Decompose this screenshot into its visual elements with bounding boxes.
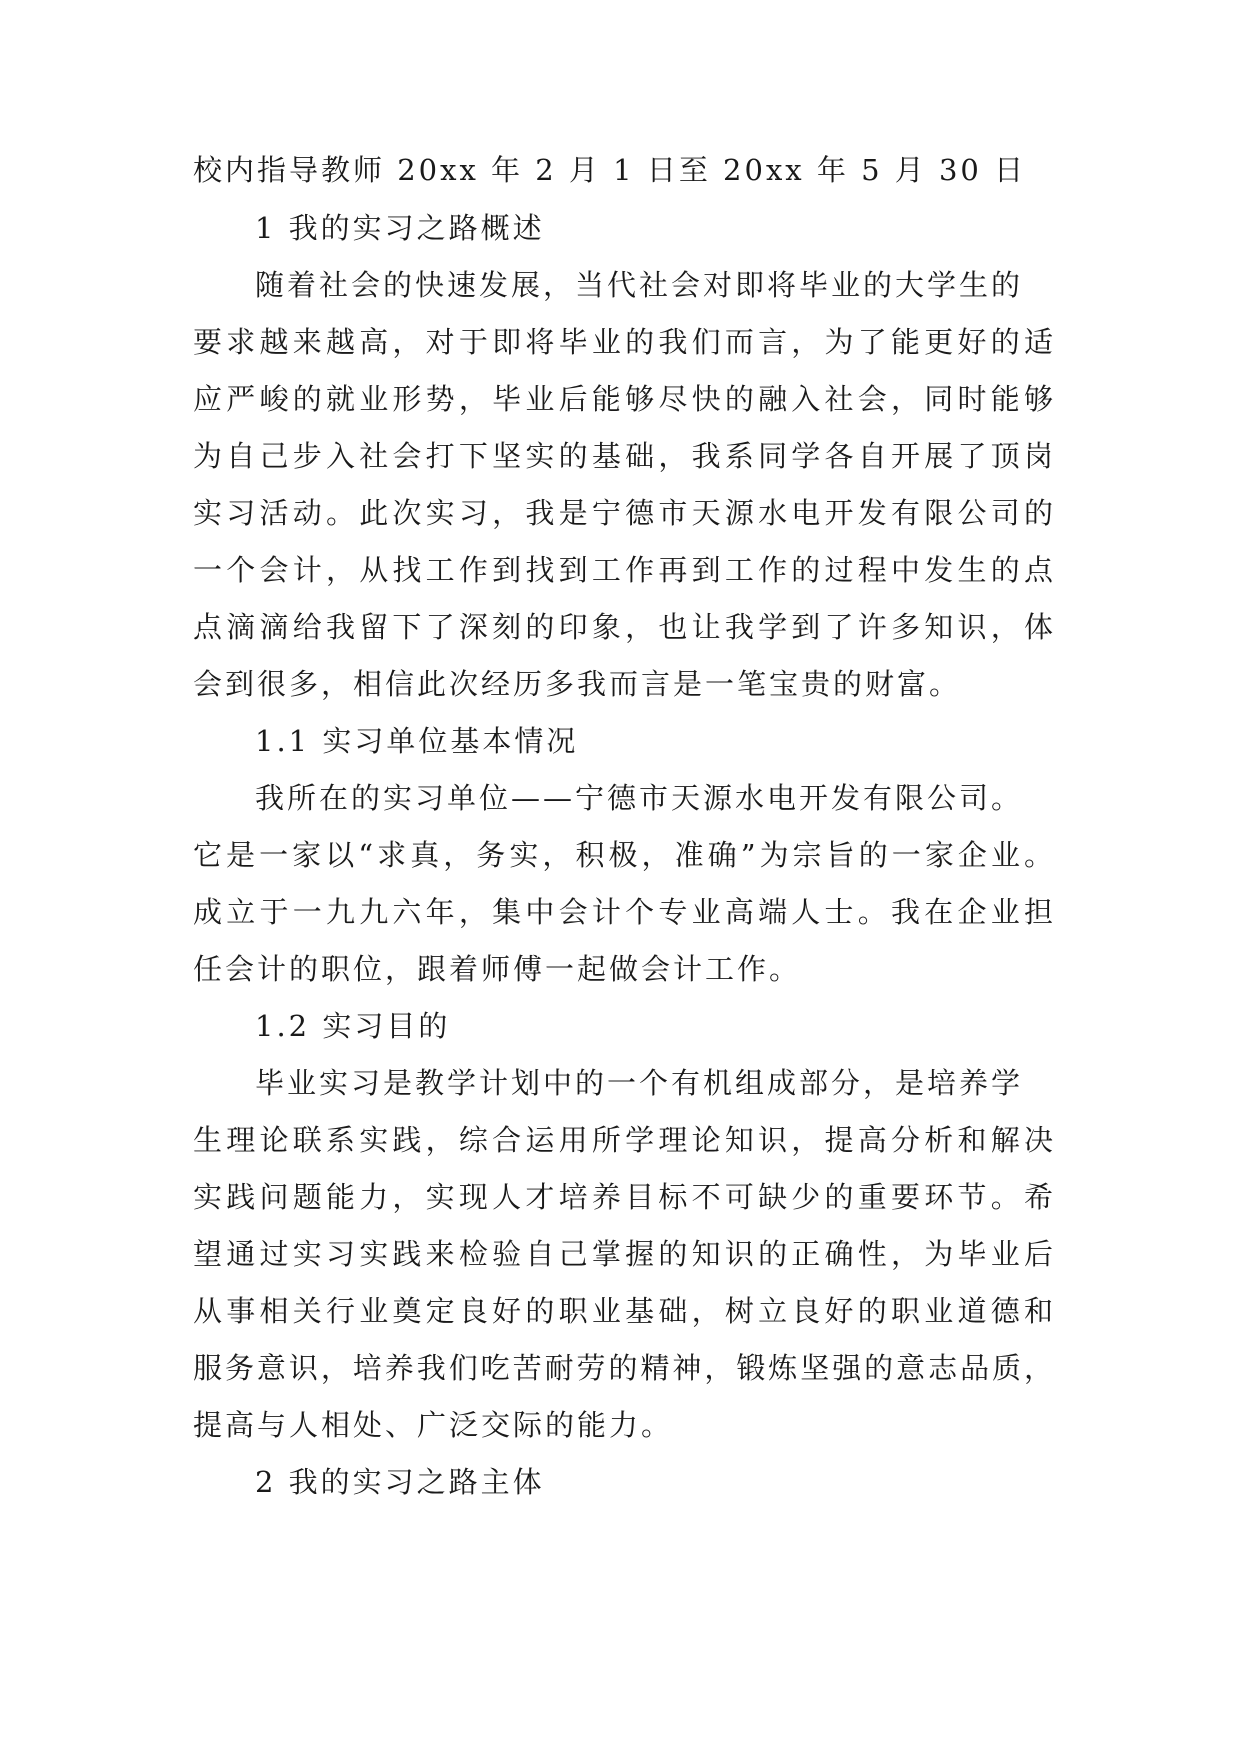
paragraph-line: 从事相关行业奠定良好的职业基础，树立良好的职业道德和: [193, 1294, 1053, 1328]
paragraph-line: 要求越来越高，对于即将毕业的我们而言，为了能更好的适: [193, 325, 1053, 359]
paragraph-line: 一个会计，从找工作到找到工作再到工作的过程中发生的点: [193, 553, 1053, 587]
section-heading-1-1: 1.1 实习单位基本情况: [255, 724, 579, 758]
section-heading-1: 1 我的实习之路概述: [255, 211, 545, 245]
section-heading-2: 2 我的实习之路主体: [255, 1465, 545, 1499]
paragraph-line: 毕业实习是教学计划中的一个有机组成部分，是培养学: [255, 1066, 1024, 1100]
paragraph-line: 随着社会的快速发展，当代社会对即将毕业的大学生的: [255, 268, 1024, 302]
paragraph-line: 实习活动。此次实习，我是宁德市天源水电开发有限公司的: [193, 496, 1053, 530]
paragraph-line: 服务意识，培养我们吃苦耐劳的精神，锻炼坚强的意志品质，: [193, 1351, 1053, 1385]
paragraph-line: 望通过实习实践来检验自己掌握的知识的正确性，为毕业后: [193, 1237, 1053, 1271]
paragraph-line: 成立于一九九六年，集中会计个专业高端人士。我在企业担: [193, 895, 1053, 929]
paragraph-line: 生理论联系实践，综合运用所学理论知识，提高分析和解决: [193, 1123, 1053, 1157]
paragraph-line: 我所在的实习单位——宁德市天源水电开发有限公司。: [255, 781, 1024, 815]
paragraph-line: 会到很多，相信此次经历多我而言是一笔宝贵的财富。: [193, 667, 962, 701]
paragraph-line: 任会计的职位，跟着师傅一起做会计工作。: [193, 952, 802, 986]
paragraph-line: 应严峻的就业形势，毕业后能够尽快的融入社会，同时能够: [193, 382, 1053, 416]
paragraph-line: 它是一家以“求真，务实，积极，准确”为宗旨的一家企业。: [193, 838, 1053, 872]
paragraph-line: 提高与人相处、广泛交际的能力。: [193, 1408, 674, 1442]
paragraph-line: 实践问题能力，实现人才培养目标不可缺少的重要环节。希: [193, 1180, 1053, 1214]
date-line: 校内指导教师 20xx 年 2 月 1 日至 20xx 年 5 月 30 日: [193, 153, 1027, 187]
section-heading-1-2: 1.2 实习目的: [255, 1009, 451, 1043]
paragraph-line: 点滴滴给我留下了深刻的印象，也让我学到了许多知识，体: [193, 610, 1053, 644]
paragraph-line: 为自己步入社会打下坚实的基础，我系同学各自开展了顶岗: [193, 439, 1053, 473]
